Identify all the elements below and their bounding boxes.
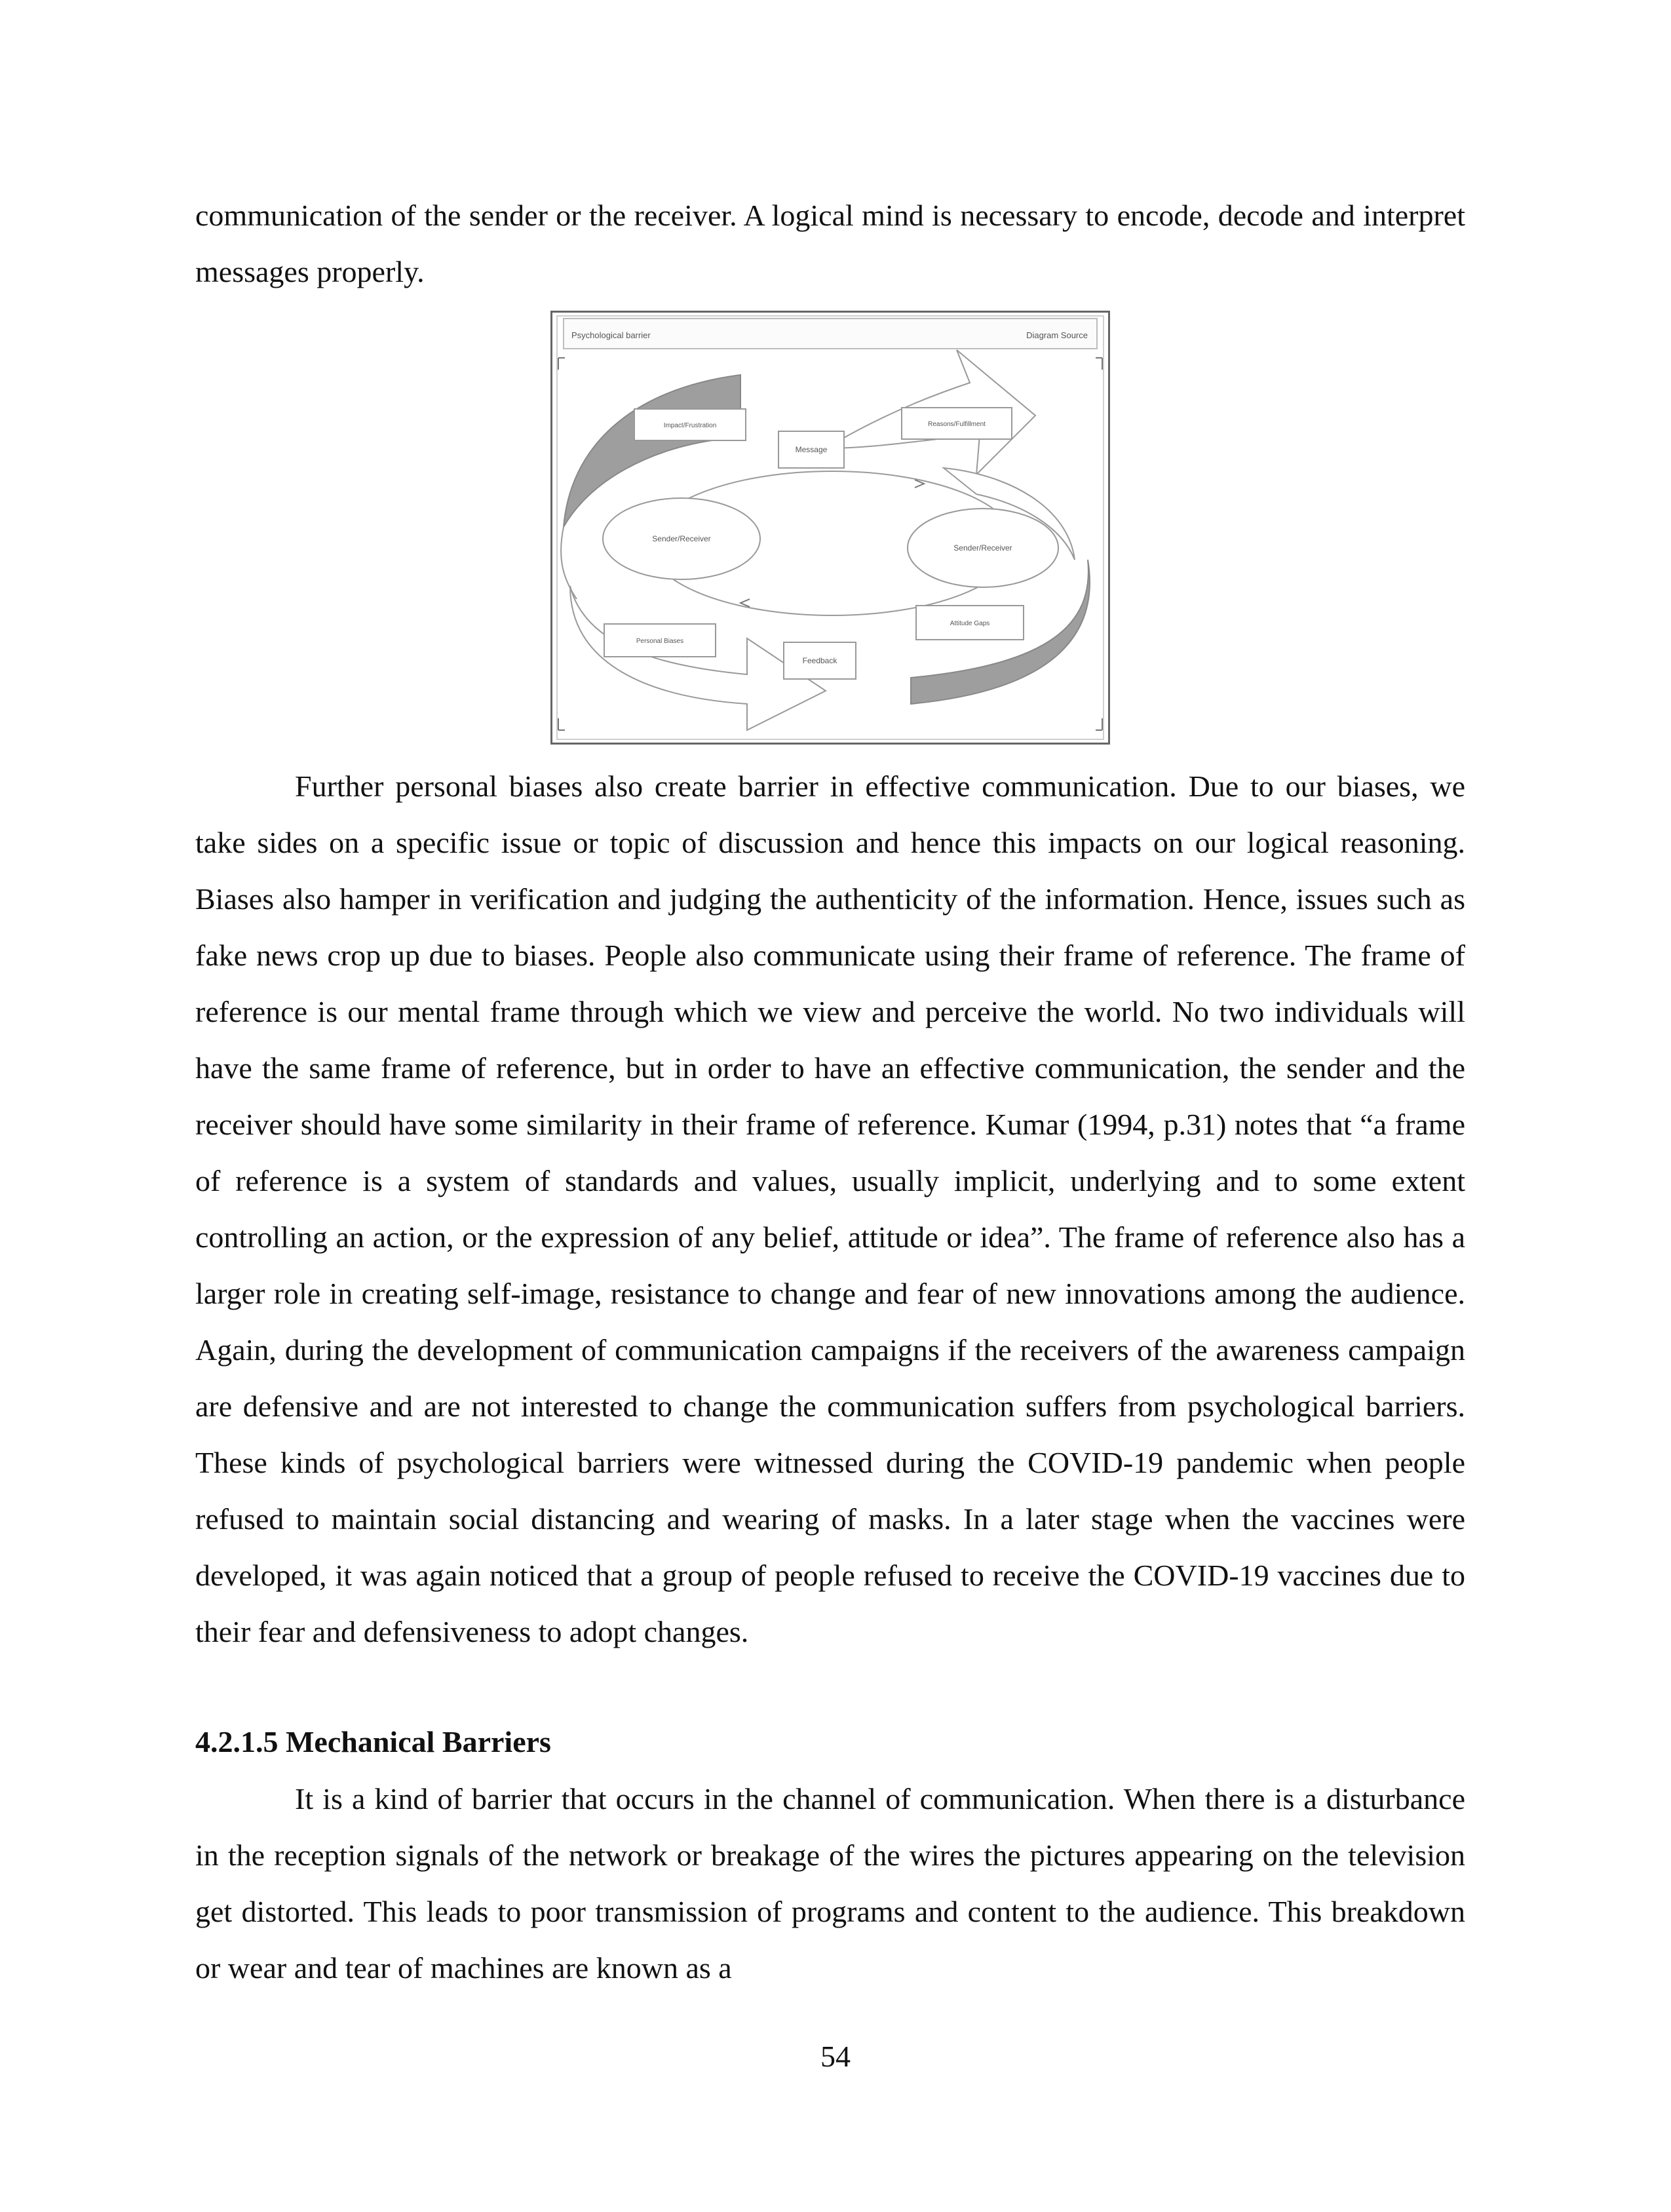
sender-receiver-right: Sender/Receiver bbox=[953, 543, 1012, 553]
feedback-label: Feedback bbox=[802, 656, 837, 665]
diagram-header-right: Diagram Source bbox=[1026, 330, 1088, 340]
page-number: 54 bbox=[820, 2040, 851, 2073]
mechanical-text: It is a kind of barrier that occurs in the channel of communication. When there is a disturbance in the reception signals of the network or breakage of the wires the pictures appearing on the television get distorted. This leads to poor transmission of programs and content to the audience. This breakdown or wear and tear of machines are known as a bbox=[195, 1782, 1465, 1985]
mechanical-paragraph bbox=[195, 1771, 1465, 1996]
biases-paragraph bbox=[195, 758, 1465, 1660]
box-bottom-right-label: Attitude Gaps bbox=[950, 620, 990, 627]
box-top-right-label: Reasons/Fulfillment bbox=[928, 421, 986, 428]
psychological-barrier-diagram bbox=[550, 311, 1110, 745]
box-bottom-left-label: Personal Biases bbox=[636, 638, 684, 645]
sender-receiver-left: Sender/Receiver bbox=[652, 534, 711, 543]
box-top-left-label: Impact/Frustration bbox=[663, 422, 717, 429]
message-label: Message bbox=[795, 445, 828, 454]
biases-text: Further personal biases also create barrier in effective communication. Due to our biases, we take sides on a specific issue or topic of discussion and hence this impacts on our logical reasoning. Biases also hamper in verification and judging the authenticity of the information. Hence, issues such as fake news crop up due to biases. People also communicate using their frame of reference. The frame of reference is our mental frame through which we view and perceive the world. No two individuals will have the same frame of reference, but in order to have an effective communication, the sender and the receiver should have some similarity in their frame of reference. Kumar (1994, p.31) notes that “a frame of reference is a system of standards and values, usually implicit, underlying and to some extent controlling an action, or the expression of any belief, attitude or idea”. The frame of reference also has a larger role in creating self-image, resistance to change and fear of new innovations among the audience. Again, during the development of communication campaigns if the receivers of the awareness campaign are defensive and are not interested to change the communication suffers from psychological barriers. These kinds of psychological barriers were witnessed during the COVID-19 pandemic when people refused to maintain social distancing and wearing of masks. In a later stage when the vaccines were developed, it was again noticed that a group of people refused to receive the COVID-19 vaccines due to their fear and defensiveness to adopt changes. bbox=[195, 769, 1465, 1648]
intro-paragraph bbox=[195, 187, 1465, 300]
section-heading: 4.2.1.5 Mechanical Barriers bbox=[195, 1725, 551, 1758]
intro-text: communication of the sender or the receiver. A logical mind is necessary to encode, decode and interpret messages properly. bbox=[195, 199, 1465, 288]
diagram-header-left: Psychological barrier bbox=[571, 330, 651, 340]
